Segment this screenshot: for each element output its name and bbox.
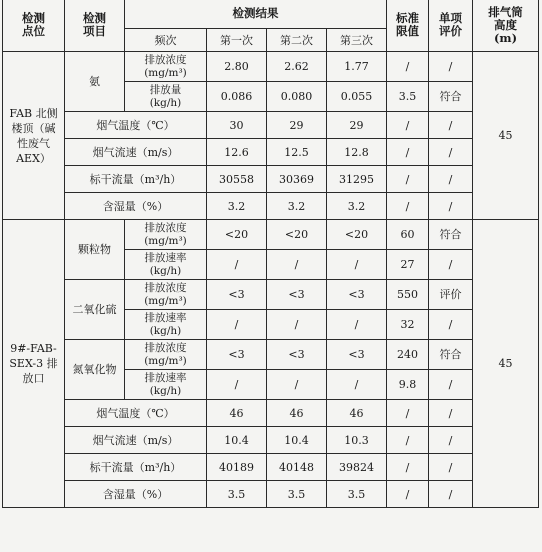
cell: / xyxy=(327,370,387,400)
cell: 240 xyxy=(387,340,429,370)
cell: 0.080 xyxy=(267,82,327,112)
cell: / xyxy=(429,400,473,427)
location-fab-sex3: 9#-FAB- SEX-3 排 放口 xyxy=(3,220,65,508)
cell: <3 xyxy=(267,340,327,370)
pollutant-nox: 氮氧化物 xyxy=(65,340,125,400)
conc-label: 排放浓度 (mg/m³) xyxy=(125,280,207,310)
cell: / xyxy=(429,52,473,82)
cell: / xyxy=(429,139,473,166)
cell: 0.055 xyxy=(327,82,387,112)
rate-label: 排放速率 (kg/h) xyxy=(125,370,207,400)
cell: / xyxy=(429,112,473,139)
cell: / xyxy=(387,427,429,454)
header-item: 检测 项目 xyxy=(65,0,125,52)
header-results: 检测结果 xyxy=(125,0,387,29)
cell: 2.80 xyxy=(207,52,267,82)
cell: / xyxy=(387,193,429,220)
table-row xyxy=(3,481,539,508)
cell: / xyxy=(387,52,429,82)
cell: / xyxy=(207,370,267,400)
cell: 550 xyxy=(387,280,429,310)
cell: 符合 xyxy=(429,340,473,370)
cell: 符合 xyxy=(429,82,473,112)
cell: <3 xyxy=(207,280,267,310)
cell: / xyxy=(207,250,267,280)
cell: 31295 xyxy=(327,166,387,193)
cell: 40189 xyxy=(207,454,267,481)
dry-flow-label: 标干流量（m³/h） xyxy=(65,454,207,481)
cell: 30558 xyxy=(207,166,267,193)
conc-label: 排放浓度 (mg/m³) xyxy=(125,52,207,82)
amount-label: 排放量 (kg/h) xyxy=(125,82,207,112)
cell: <3 xyxy=(327,280,387,310)
cell: / xyxy=(429,370,473,400)
cell: 0.086 xyxy=(207,82,267,112)
cell: 2.62 xyxy=(267,52,327,82)
cell: 46 xyxy=(327,400,387,427)
cell: <20 xyxy=(267,220,327,250)
table-row xyxy=(3,139,539,166)
header-first: 第一次 xyxy=(207,29,267,52)
gas-temp-label: 烟气温度（℃） xyxy=(65,400,207,427)
pollutant-ammonia: 氨 xyxy=(65,52,125,112)
table-row xyxy=(3,427,539,454)
table-row xyxy=(3,112,539,139)
table-row xyxy=(3,52,539,82)
cell: 符合 xyxy=(429,220,473,250)
cell: / xyxy=(387,454,429,481)
rate-label: 排放速率 (kg/h) xyxy=(125,250,207,280)
cell: / xyxy=(429,454,473,481)
conc-label: 排放浓度 (mg/m³) xyxy=(125,340,207,370)
cell: 3.2 xyxy=(327,193,387,220)
cell: 10.3 xyxy=(327,427,387,454)
header-eval: 单项 评价 xyxy=(429,0,473,52)
cell: / xyxy=(387,166,429,193)
table-row xyxy=(3,166,539,193)
table-row xyxy=(3,220,539,250)
cell: / xyxy=(429,481,473,508)
conc-label: 排放浓度 (mg/m³) xyxy=(125,220,207,250)
gas-temp-label: 烟气温度（℃） xyxy=(65,112,207,139)
cell: 12.8 xyxy=(327,139,387,166)
header-frequency: 频次 xyxy=(125,29,207,52)
header-location: 检测 点位 xyxy=(3,0,65,52)
cell: / xyxy=(267,250,327,280)
cell: / xyxy=(429,310,473,340)
cell: / xyxy=(327,310,387,340)
cell: 3.5 xyxy=(327,481,387,508)
cell: 30369 xyxy=(267,166,327,193)
table-row xyxy=(3,454,539,481)
header-third: 第三次 xyxy=(327,29,387,52)
cell: 9.8 xyxy=(387,370,429,400)
cell: 60 xyxy=(387,220,429,250)
emission-results-table xyxy=(2,0,539,508)
cell: 29 xyxy=(327,112,387,139)
cell: / xyxy=(429,250,473,280)
cell: 10.4 xyxy=(267,427,327,454)
cell: / xyxy=(267,370,327,400)
cell: 10.4 xyxy=(207,427,267,454)
table-row xyxy=(3,400,539,427)
cell: 46 xyxy=(267,400,327,427)
cell: 3.2 xyxy=(207,193,267,220)
pollutant-so2: 二氧化硫 xyxy=(65,280,125,340)
cell: / xyxy=(429,427,473,454)
header-row-1 xyxy=(3,0,539,29)
cell: / xyxy=(387,112,429,139)
cell: / xyxy=(267,310,327,340)
cell: 3.5 xyxy=(387,82,429,112)
cell: 评价 xyxy=(429,280,473,310)
table-row xyxy=(3,193,539,220)
cell: / xyxy=(327,250,387,280)
cell: / xyxy=(429,166,473,193)
cell: / xyxy=(387,400,429,427)
cell: 30 xyxy=(207,112,267,139)
cell: 46 xyxy=(207,400,267,427)
cell: 3.5 xyxy=(267,481,327,508)
gas-flow-label: 烟气流速（m/s） xyxy=(65,139,207,166)
cell: <20 xyxy=(327,220,387,250)
cell: / xyxy=(429,193,473,220)
cell: 1.77 xyxy=(327,52,387,82)
cell: 3.2 xyxy=(267,193,327,220)
header-height: 排气筒 高度 (m) xyxy=(473,0,539,52)
dry-flow-label: 标干流量（m³/h） xyxy=(65,166,207,193)
moisture-label: 含湿量（%） xyxy=(65,481,207,508)
cell: / xyxy=(207,310,267,340)
cell: / xyxy=(387,481,429,508)
cell: / xyxy=(387,139,429,166)
cell: <3 xyxy=(207,340,267,370)
table-row xyxy=(3,280,539,310)
gas-flow-label: 烟气流速（m/s） xyxy=(65,427,207,454)
cell: 3.5 xyxy=(207,481,267,508)
rate-label: 排放速率 (kg/h) xyxy=(125,310,207,340)
location-fab-north: FAB 北侧 楼顶（碱 性废气 AEX） xyxy=(3,52,65,220)
cell: <3 xyxy=(267,280,327,310)
cell: 40148 xyxy=(267,454,327,481)
cell: 27 xyxy=(387,250,429,280)
cell: 12.6 xyxy=(207,139,267,166)
stack-height-1: 45 xyxy=(473,52,539,220)
header-second: 第二次 xyxy=(267,29,327,52)
cell: 39824 xyxy=(327,454,387,481)
table-row xyxy=(3,340,539,370)
moisture-label: 含湿量（%） xyxy=(65,193,207,220)
stack-height-2: 45 xyxy=(473,220,539,508)
cell: <20 xyxy=(207,220,267,250)
cell: <3 xyxy=(327,340,387,370)
cell: 29 xyxy=(267,112,327,139)
cell: 12.5 xyxy=(267,139,327,166)
cell: 32 xyxy=(387,310,429,340)
pollutant-particulate: 颗粒物 xyxy=(65,220,125,280)
header-limit: 标准 限值 xyxy=(387,0,429,52)
